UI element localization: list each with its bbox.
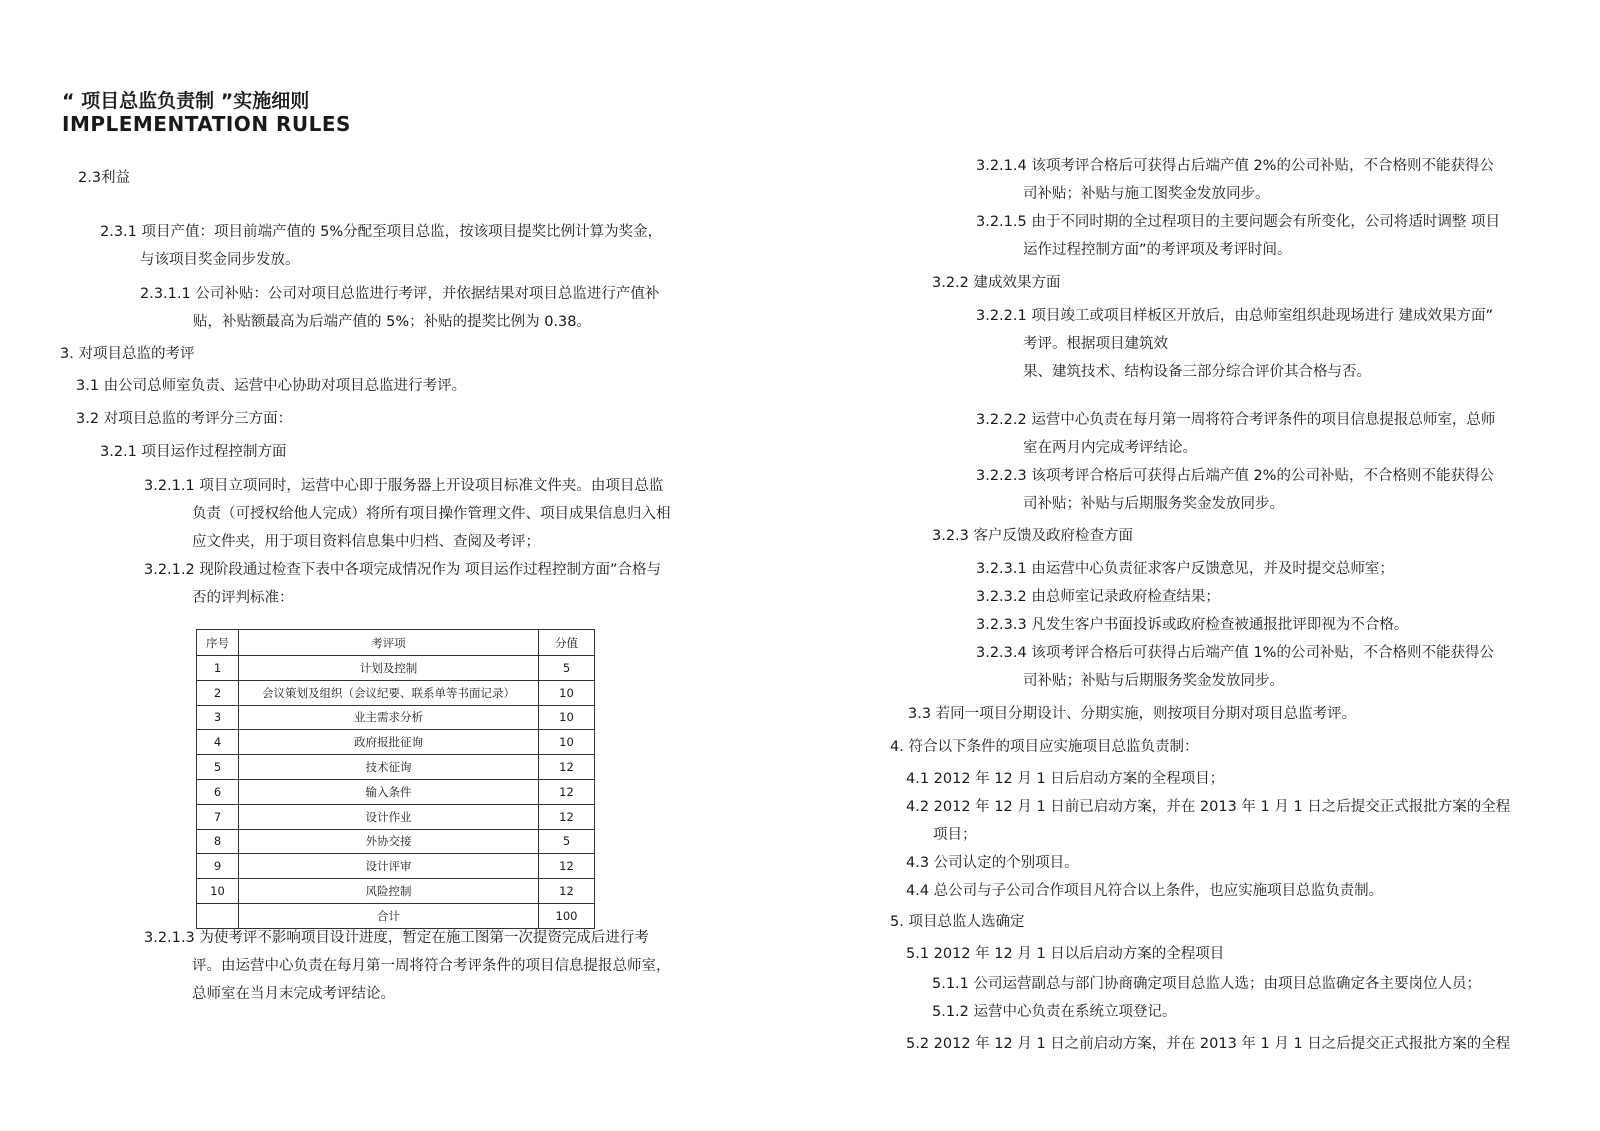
table-row (197, 854, 595, 879)
clause-3-3: 3.3 若同一项目分期设计、分期实施，则按项目分期对项目总监考评。 (908, 706, 1357, 722)
row-score: 5 (539, 829, 595, 854)
column-header-index: 序号 (197, 630, 239, 656)
column-header-score: 分值 (539, 630, 595, 656)
clause-3-2-1-3-cont1: 评。由运营中心负责在每月第一周将符合考评条件的项目信息提报总师室， (192, 958, 671, 974)
clause-3-2-1-4-cont: 司补贴；补贴与施工图奖金发放同步。 (1023, 186, 1270, 202)
clause-3-2-1-2: 3.2.1.2 现阶段通过检查下表中各项完成情况作为 项目运作过程控制方面”合格与 (144, 562, 661, 578)
clause-4-3: 4.3 公司认定的个别项目。 (906, 855, 1079, 871)
section-3-heading: 3. 对项目总监的考评 (60, 346, 195, 362)
table-row (197, 879, 595, 904)
row-index: 3 (197, 705, 239, 730)
clause-3-2-2-1: 3.2.2.1 项目竣工或项目样板区开放后，由总师室组织赴现场进行 建成效果方面” (976, 308, 1493, 324)
row-index: 5 (197, 755, 239, 780)
document-title-english: IMPLEMENTATION RULES (62, 112, 351, 136)
clause-3-2-2-2: 3.2.2.2 运营中心负责在每月第一周将符合考评条件的项目信息提报总师室，总师 (976, 412, 1496, 428)
table-row (197, 656, 595, 681)
table-row (197, 705, 595, 730)
clause-3-2-3-2: 3.2.3.2 由总师室记录政府检查结果； (976, 589, 1220, 605)
clause-3-2-1-1: 3.2.1.1 项目立项同时，运营中心即于服务器上开设项目标准文件夹。由项目总监 (144, 478, 664, 494)
row-score: 10 (539, 705, 595, 730)
row-item: 设计评审 (239, 854, 539, 879)
row-score: 12 (539, 854, 595, 879)
clause-3-1: 3.1 由公司总师室负责、运营中心协助对项目总监进行考评。 (76, 378, 467, 394)
clause-3-2-1-3-cont2: 总师室在当月末完成考评结论。 (192, 986, 395, 1002)
clause-5-2: 5.2 2012 年 12 月 1 日之前启动方案，并在 2013 年 1 月 1 日之后提交正式报批方案的全程 (906, 1036, 1511, 1052)
clause-4-2-cont: 项目； (933, 827, 977, 843)
column-header-item: 考评项 (239, 630, 539, 656)
row-index: 2 (197, 680, 239, 705)
clause-3-2-3-1: 3.2.3.1 由运营中心负责征求客户反馈意见，并及时提交总师室； (976, 561, 1394, 577)
row-index: 4 (197, 730, 239, 755)
row-item: 风险控制 (239, 879, 539, 904)
row-score: 12 (539, 879, 595, 904)
evaluation-items-table (196, 629, 595, 929)
clause-3-2-1-1-cont2: 应文件夹，用于项目资料信息集中归档、查阅及考评； (192, 534, 540, 550)
row-score: 5 (539, 656, 595, 681)
row-score: 10 (539, 730, 595, 755)
clause-3-2-2-1-cont2: 果、建筑技术、结构设备三部分综合评价其合格与否。 (1023, 364, 1371, 380)
section-4-heading: 4. 符合以下条件的项目应实施项目总监负责制： (890, 739, 1199, 755)
clause-5-1-2: 5.1.2 运营中心负责在系统立项登记。 (932, 1004, 1177, 1020)
clause-3-2-1-heading: 3.2.1 项目运作过程控制方面 (100, 444, 287, 460)
row-total-score: 100 (539, 903, 595, 928)
clause-3-2-2-3: 3.2.2.3 该项考评合格后可获得占后端产值 2%的公司补贴，不合格则不能获得公 (976, 468, 1494, 484)
row-index: 9 (197, 854, 239, 879)
clause-5-1: 5.1 2012 年 12 月 1 日以后启动方案的全程项目 (906, 946, 1225, 962)
clause-3-2-1-2-cont: 否的评判标准： (192, 590, 294, 606)
row-total-label: 合计 (239, 903, 539, 928)
row-index: 7 (197, 804, 239, 829)
clause-3-2-2-heading: 3.2.2 建成效果方面 (932, 275, 1061, 291)
row-item: 政府报批征询 (239, 730, 539, 755)
clause-3-2-2-1-cont1: 考评。根据项目建筑效 (1023, 336, 1168, 352)
row-item: 技术征询 (239, 755, 539, 780)
section-5-heading: 5. 项目总监人选确定 (890, 914, 1025, 930)
clause-4-4: 4.4 总公司与子公司合作项目凡符合以上条件，也应实施项目总监负责制。 (906, 883, 1384, 899)
clause-3-2-2-3-cont: 司补贴；补贴与后期服务奖金发放同步。 (1023, 496, 1284, 512)
row-index: 10 (197, 879, 239, 904)
row-score: 12 (539, 779, 595, 804)
clause-4-1: 4.1 2012 年 12 月 1 日后启动方案的全程项目； (906, 771, 1225, 787)
row-index: 8 (197, 829, 239, 854)
row-index: 1 (197, 656, 239, 681)
row-item: 设计作业 (239, 804, 539, 829)
clause-3-2-3-4-cont: 司补贴；补贴与后期服务奖金发放同步。 (1023, 673, 1284, 689)
clause-3-2-1-5: 3.2.1.5 由于不同时期的全过程项目的主要问题会有所变化，公司将适时调整 项目 (976, 214, 1500, 230)
row-item: 业主需求分析 (239, 705, 539, 730)
table-row (197, 804, 595, 829)
clause-3-2-3-3: 3.2.3.3 凡发生客户书面投诉或政府检查被通报批评即视为不合格。 (976, 617, 1409, 633)
row-index: 6 (197, 779, 239, 804)
clause-3-2-1-1-cont1: 负责（可授权给他人完成）将所有项目操作管理文件、项目成果信息归入相 (192, 506, 671, 522)
row-item: 会议策划及组织（会议纪要、联系单等书面记录） (239, 680, 539, 705)
clause-3-2-3-heading: 3.2.3 客户反馈及政府检查方面 (932, 528, 1134, 544)
clause-2-3-1: 2.3.1 项目产值：项目前端产值的 5%分配至项目总监，按该项目提奖比例计算为奖金， (100, 224, 663, 240)
row-score: 12 (539, 804, 595, 829)
clause-3-2-1-4: 3.2.1.4 该项考评合格后可获得占后端产值 2%的公司补贴，不合格则不能获得公 (976, 158, 1494, 174)
table-header-row (197, 630, 595, 656)
clause-3-2-3-4: 3.2.3.4 该项考评合格后可获得占后端产值 1%的公司补贴，不合格则不能获得公 (976, 645, 1494, 661)
clause-2-3-1-1: 2.3.1.1 公司补贴：公司对项目总监进行考评，并依据结果对项目总监进行产值补 (140, 286, 660, 302)
clause-4-2: 4.2 2012 年 12 月 1 日前已启动方案，并在 2013 年 1 月 1 日之后提交正式报批方案的全程 (906, 799, 1511, 815)
table-row (197, 680, 595, 705)
row-item: 输入条件 (239, 779, 539, 804)
clause-2-3-1-1-cont: 贴，补贴额最高为后端产值的 5%；补贴的提奖比例为 0.38。 (193, 314, 592, 330)
clause-3-2: 3.2 对项目总监的考评分三方面： (76, 411, 293, 427)
clause-3-2-1-3: 3.2.1.3 为使考评不影响项目设计进度，暂定在施工图第一次提资完成后进行考 (144, 930, 649, 946)
row-item: 外协交接 (239, 829, 539, 854)
table-row (197, 779, 595, 804)
row-score: 10 (539, 680, 595, 705)
row-item: 计划及控制 (239, 656, 539, 681)
clause-5-1-1: 5.1.1 公司运营副总与部门协商确定项目总监人选；由项目总监确定各主要岗位人员； (932, 976, 1482, 992)
clause-3-2-2-2-cont: 室在两月内完成考评结论。 (1023, 440, 1197, 456)
clause-2-3-1-cont: 与该项目奖金同步发放。 (140, 252, 300, 268)
table-row (197, 730, 595, 755)
section-2-3-heading: 2.3利益 (78, 170, 131, 186)
table-row (197, 829, 595, 854)
row-score: 12 (539, 755, 595, 780)
table-row (197, 755, 595, 780)
document-title-chinese: “ 项目总监负责制 ”实施细则 (62, 90, 310, 112)
clause-3-2-1-5-cont: 运作过程控制方面”的考评项及考评时间。 (1023, 242, 1292, 258)
